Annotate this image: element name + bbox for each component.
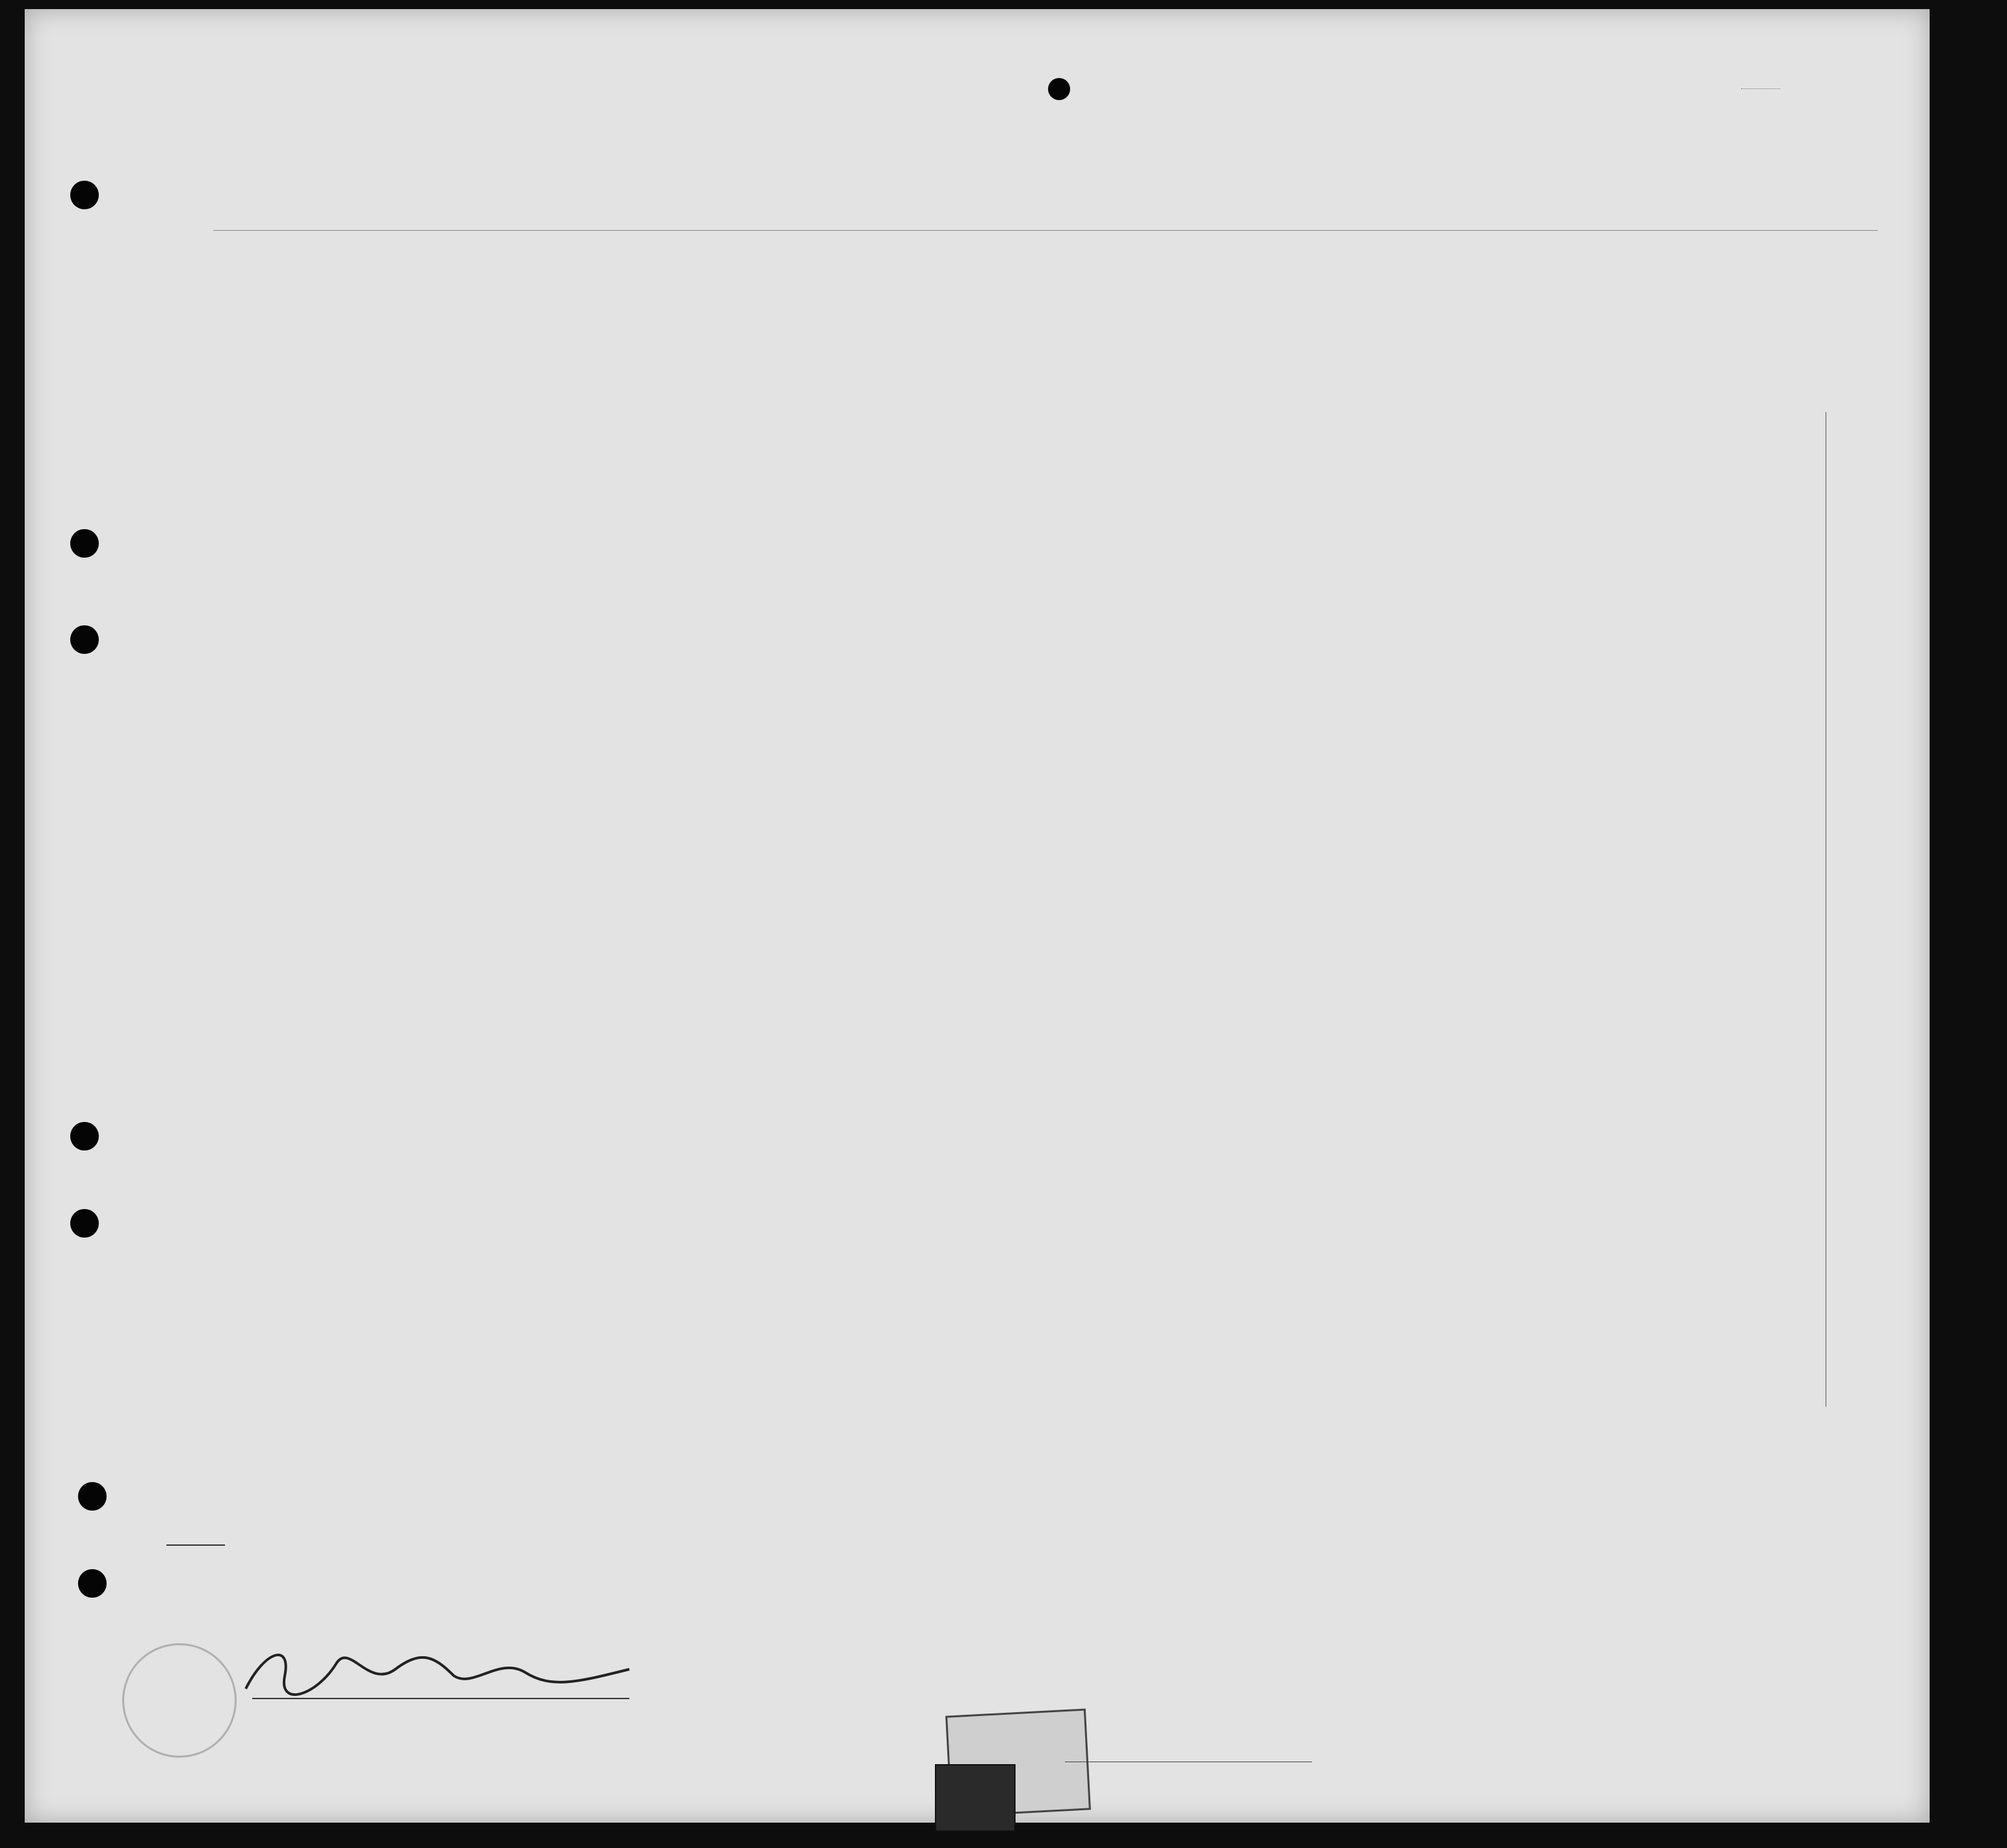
consul-signature-icon [239, 1637, 642, 1708]
footer-no-line [166, 1544, 225, 1546]
punch-hole-icon [70, 529, 99, 558]
punch-hole-icon [70, 1122, 99, 1151]
manifest-sheet [25, 9, 1930, 1823]
vessel-underline [213, 230, 1878, 231]
fee-stamp-icon [935, 1764, 1016, 1832]
subtitle [272, 138, 1767, 140]
consul-seal-icon [122, 1643, 237, 1758]
punch-hole-icon [70, 181, 99, 209]
sheet-number-block [1715, 69, 1884, 88]
sheet-number [1741, 69, 1780, 89]
punch-hole-icon [70, 625, 99, 654]
stamp-text [948, 1715, 1084, 1722]
punch-hole-icon [78, 1482, 107, 1511]
punch-hole-icon [1048, 78, 1070, 100]
stamp-month [954, 1716, 1084, 1723]
punch-hole-icon [70, 1209, 99, 1238]
punch-hole-icon [78, 1569, 107, 1598]
